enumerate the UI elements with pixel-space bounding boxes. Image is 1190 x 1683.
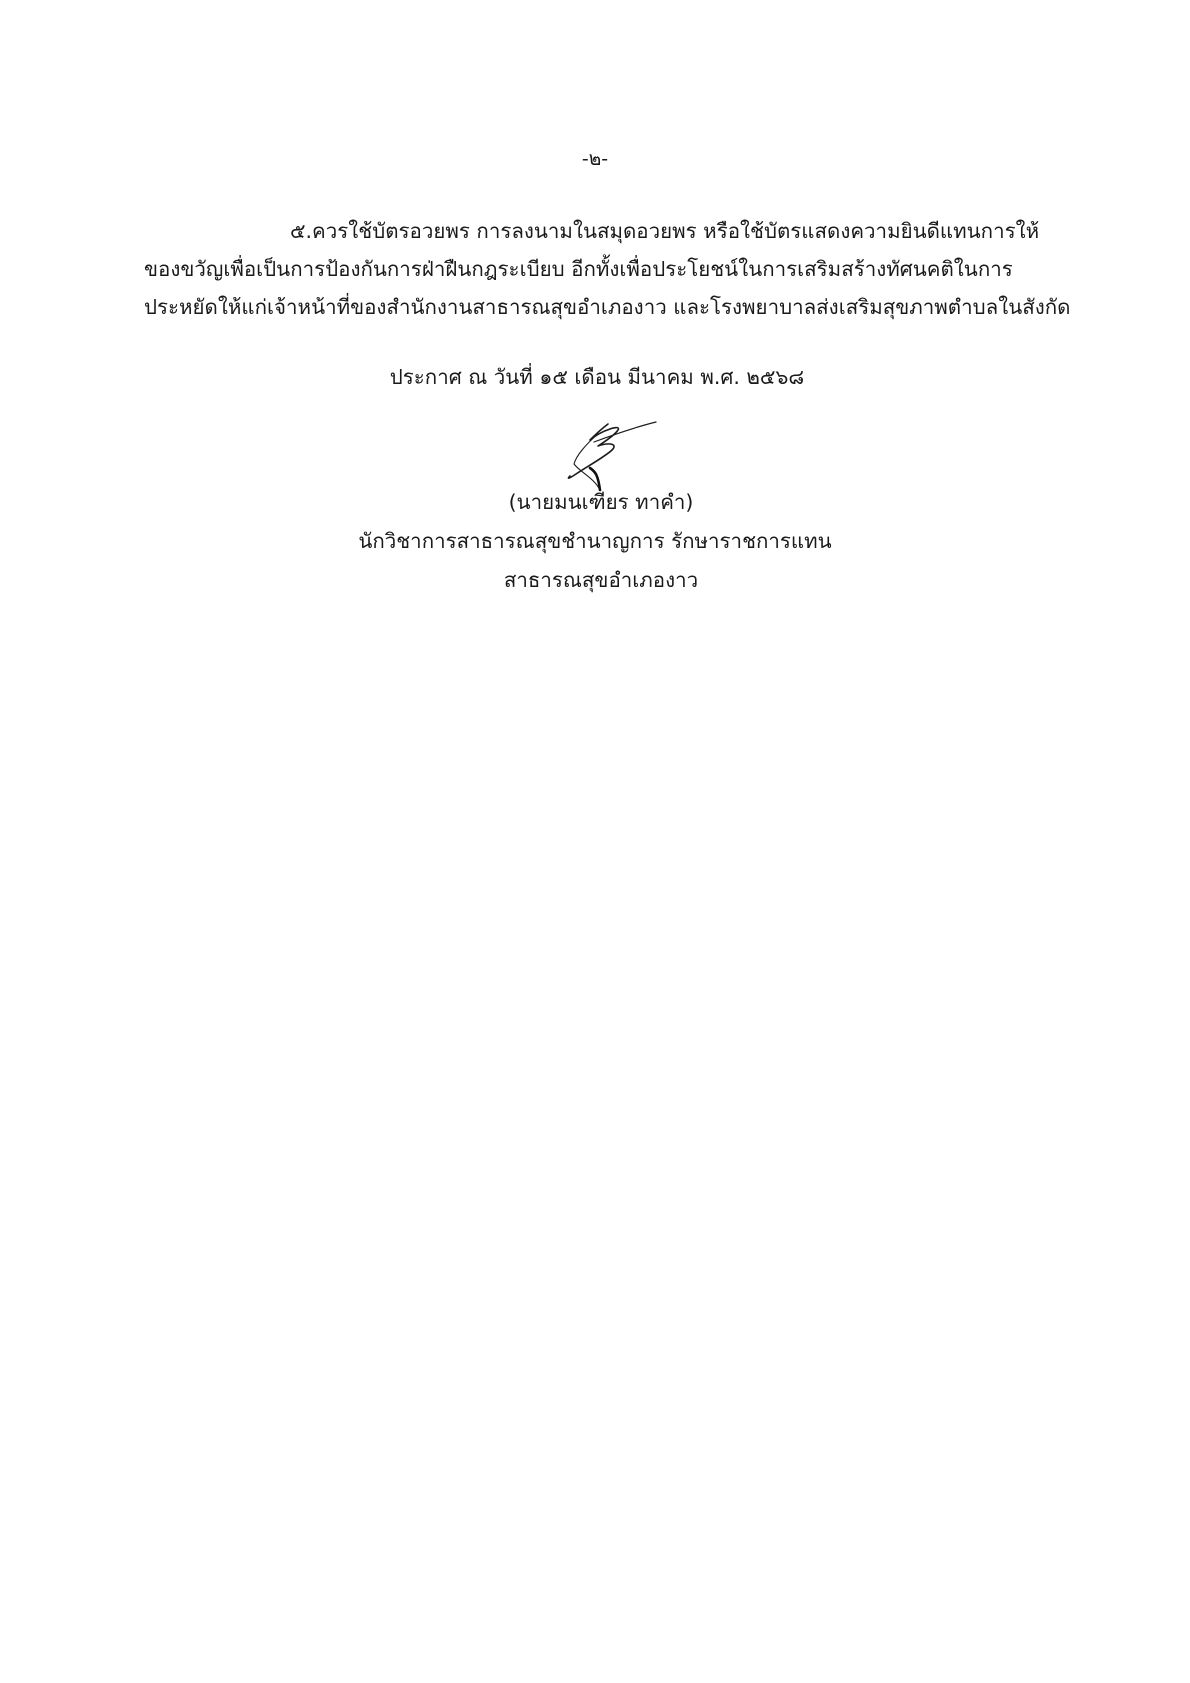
page-number: -๒- <box>581 148 609 170</box>
paragraph-line-2: ของขวัญเพื่อเป็นการป้องกันการฝ่าฝืนกฎระเบียบ อีกทั้งเพื่อประโยชน์ในการเสริมสร้างทัศนคติในการ <box>144 257 1013 281</box>
body-paragraph <box>144 212 1071 326</box>
signer-position: นักวิชาการสาธารณสุขชำนาญการ รักษาราชการแทน <box>358 529 832 553</box>
handwritten-signature <box>560 420 660 492</box>
paragraph-line-1: ๕.ควรใช้บัตรอวยพร การลงนามในสมุดอวยพร หรือใช้บัตรแสดงความยินดีแทนการให้ <box>290 219 1040 243</box>
announcement-date: ประกาศ ณ วันที่ ๑๕ เดือน มีนาคม พ.ศ. ๒๕๖๘ <box>389 365 805 389</box>
signer-name: (นายมนเฑียร ทาคำ) <box>508 490 694 514</box>
signer-office: สาธารณสุขอำเภองาว <box>503 568 699 592</box>
paragraph-line-3: ประหยัดให้แก่เจ้าหน้าที่ของสำนักงานสาธารณสุขอำเภองาว และโรงพยาบาลส่งเสริมสุขภาพตำบลในสังกัด <box>144 295 1071 319</box>
